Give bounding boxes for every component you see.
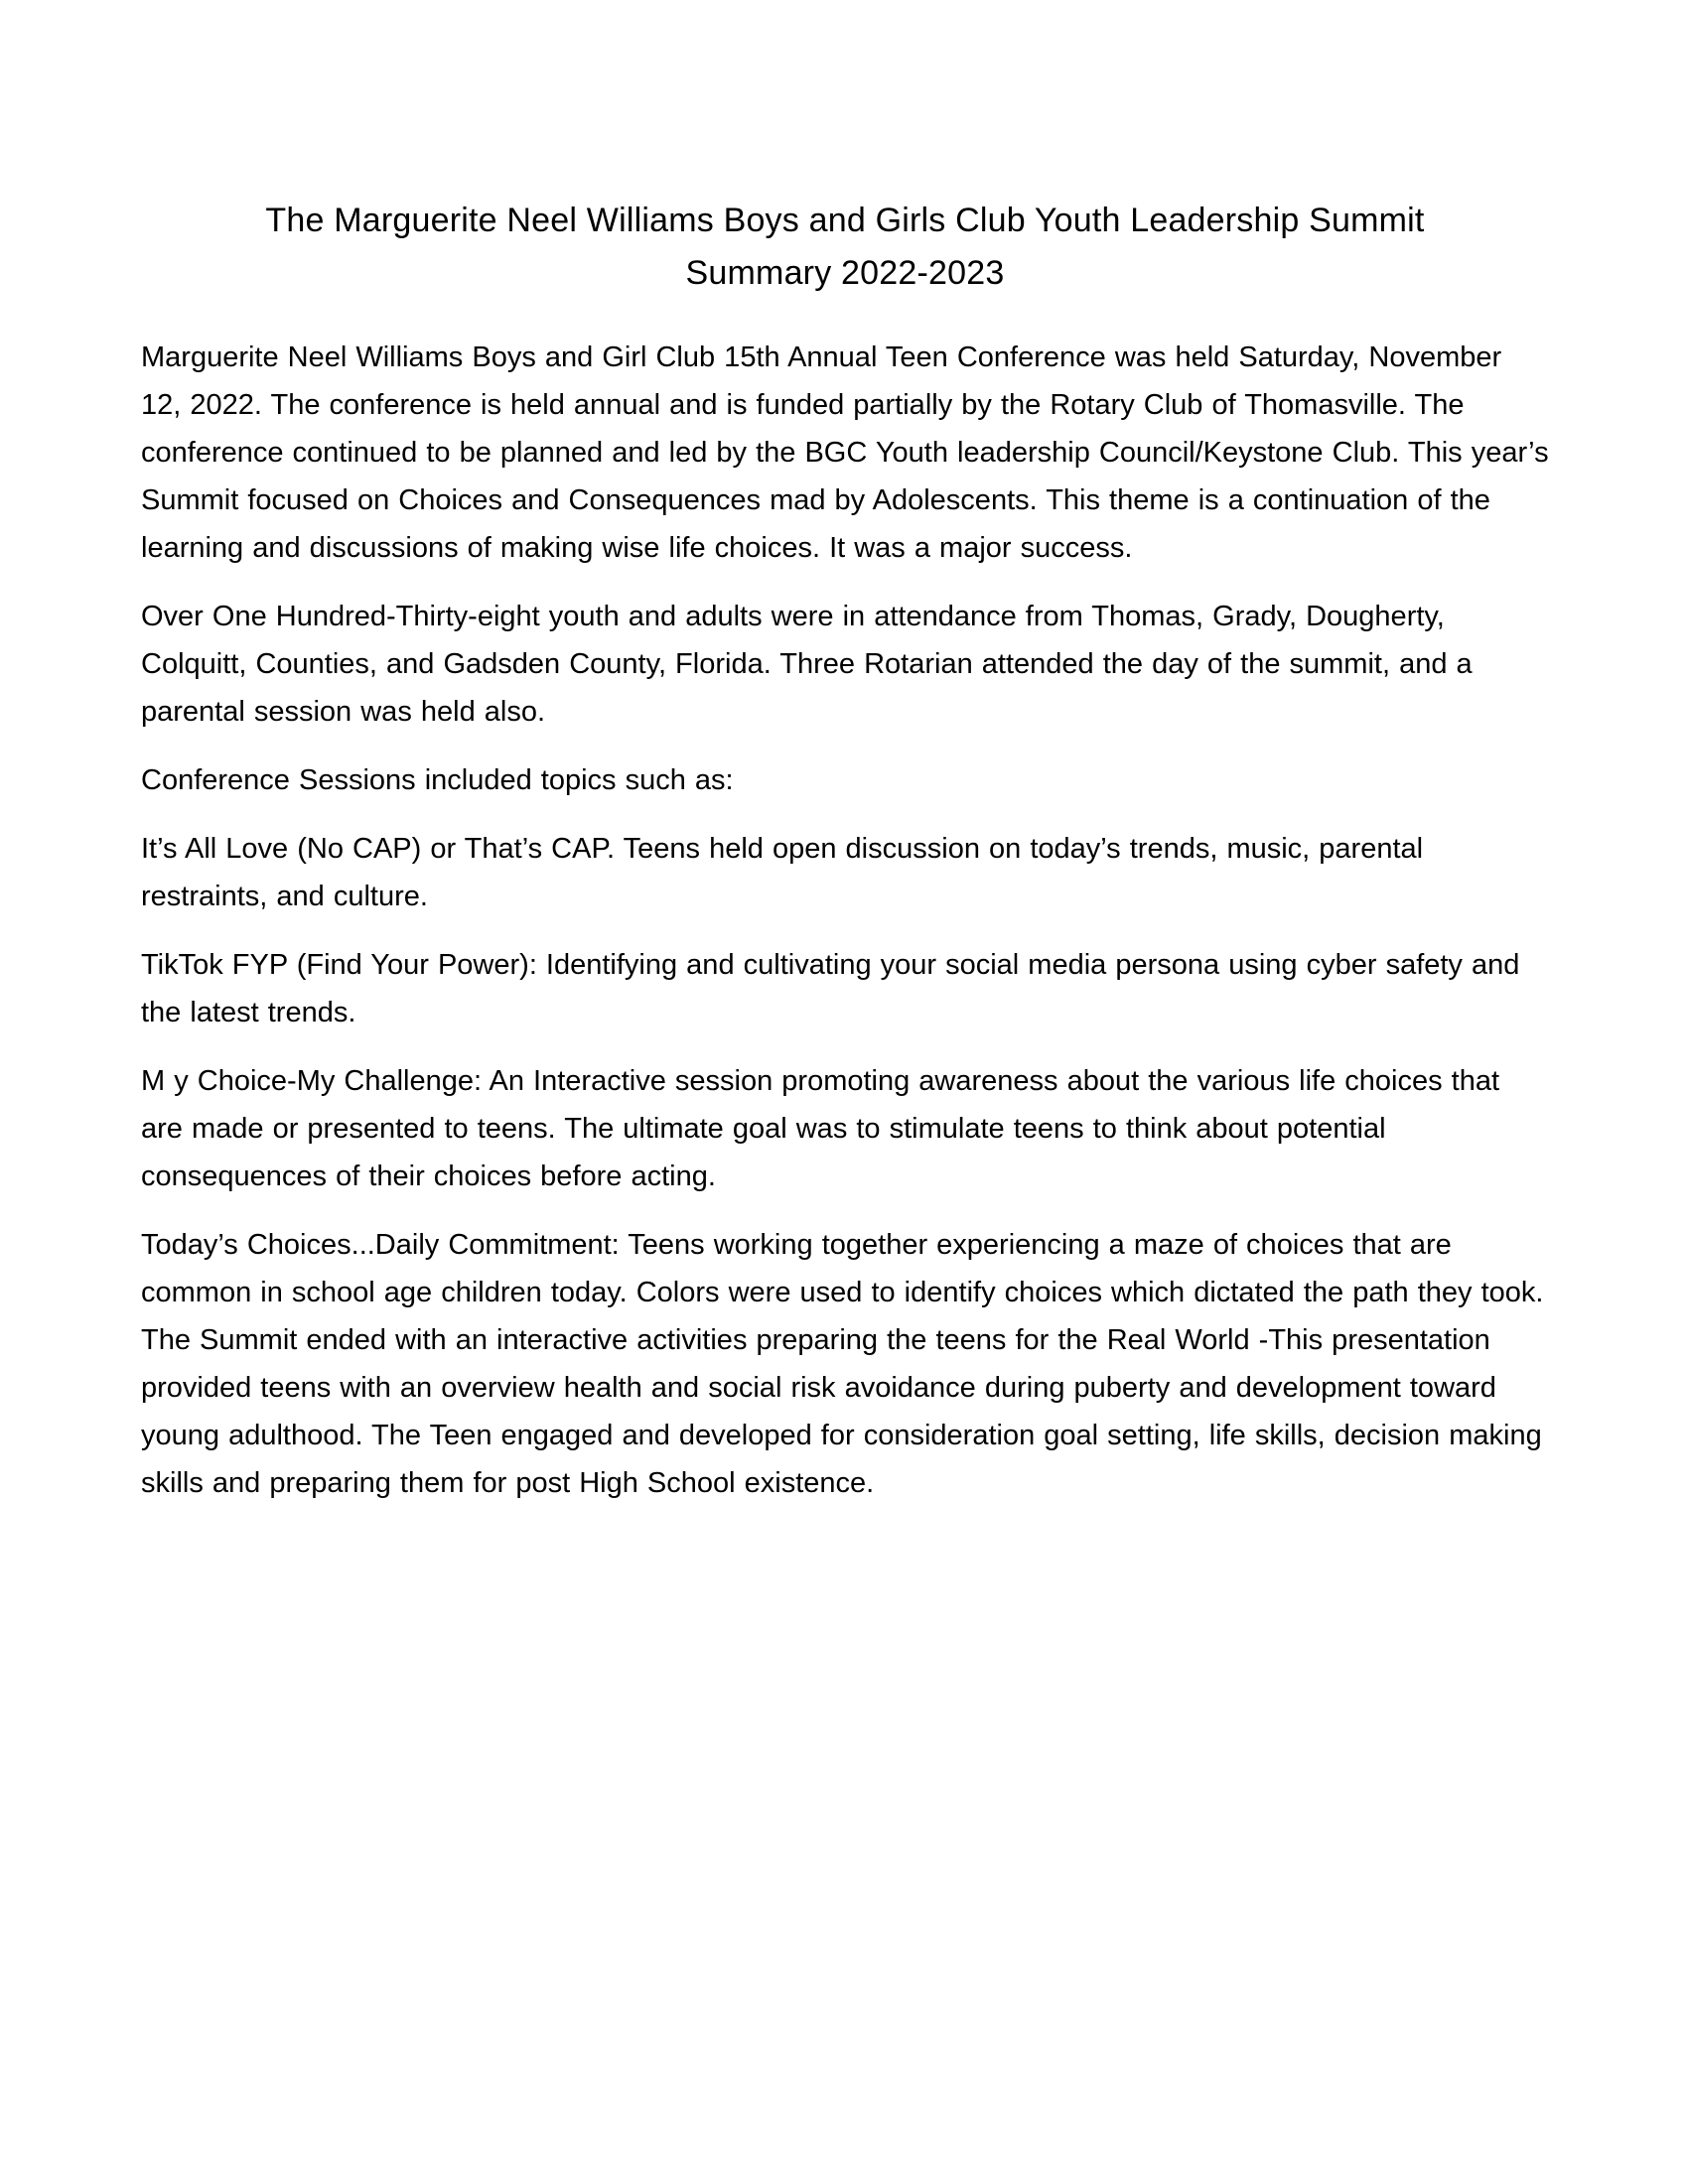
document-body	[141, 334, 1549, 1507]
paragraph-session-all-love: It’s All Love (No CAP) or That’s CAP. Teens held open discussion on today’s trends, music, parental restraints, and culture.	[141, 833, 1424, 912]
paragraph-session-todays-choices: Today’s Choices...Daily Commitment: Teens working together experiencing a maze of choices that are common in school age children today. Colors were used to identify choices which dictated the path they took. The Summit ended with an interactive activities preparing the teens for the Real World -This presentation provided teens with an overview health and social risk avoidance during puberty and development toward young adulthood. The Teen engaged and developed for consideration goal setting, life skills, decision making skills and preparing them for post High School existence.	[141, 1229, 1544, 1499]
paragraph-session-tiktok-fyp: TikTok FYP (Find Your Power): Identifying and cultivating your social media persona using cyber safety and the latest trends.	[141, 949, 1520, 1028]
paragraph-attendance: Over One Hundred-Thirty-eight youth and adults were in attendance from Thomas, Grady, Dougherty, Colquitt, Counties, and Gadsden County, Florida. Three Rotarian attended the day of the summit, and a parental session was held also.	[141, 601, 1473, 728]
document-title	[141, 195, 1549, 300]
paragraph-session-my-choice: M y Choice-My Challenge: An Interactive session promoting awareness about the various life choices that are made or presented to teens. The ultimate goal was to stimulate teens to think about potential consequences of their choices before acting.	[141, 1065, 1500, 1192]
paragraph-summit-overview: Marguerite Neel Williams Boys and Girl Club 15th Annual Teen Conference was held Saturday, November 12, 2022. The conference is held annual and is funded partially by the Rotary Club of Thomasville. The conference continued to be planned and led by the BGC Youth leadership Council/Keystone Club. This year’s Summit focused on Choices and Consequences mad by Adolescents. This theme is a continuation of the learning and discussions of making wise life choices. It was a major success.	[141, 341, 1549, 564]
paragraph-sessions-intro: Conference Sessions included topics such as:	[141, 764, 734, 796]
title-line-2: Summary 2022-2023	[685, 254, 1005, 292]
title-line-1: The Marguerite Neel Williams Boys and Girls Club Youth Leadership Summit	[265, 202, 1425, 239]
